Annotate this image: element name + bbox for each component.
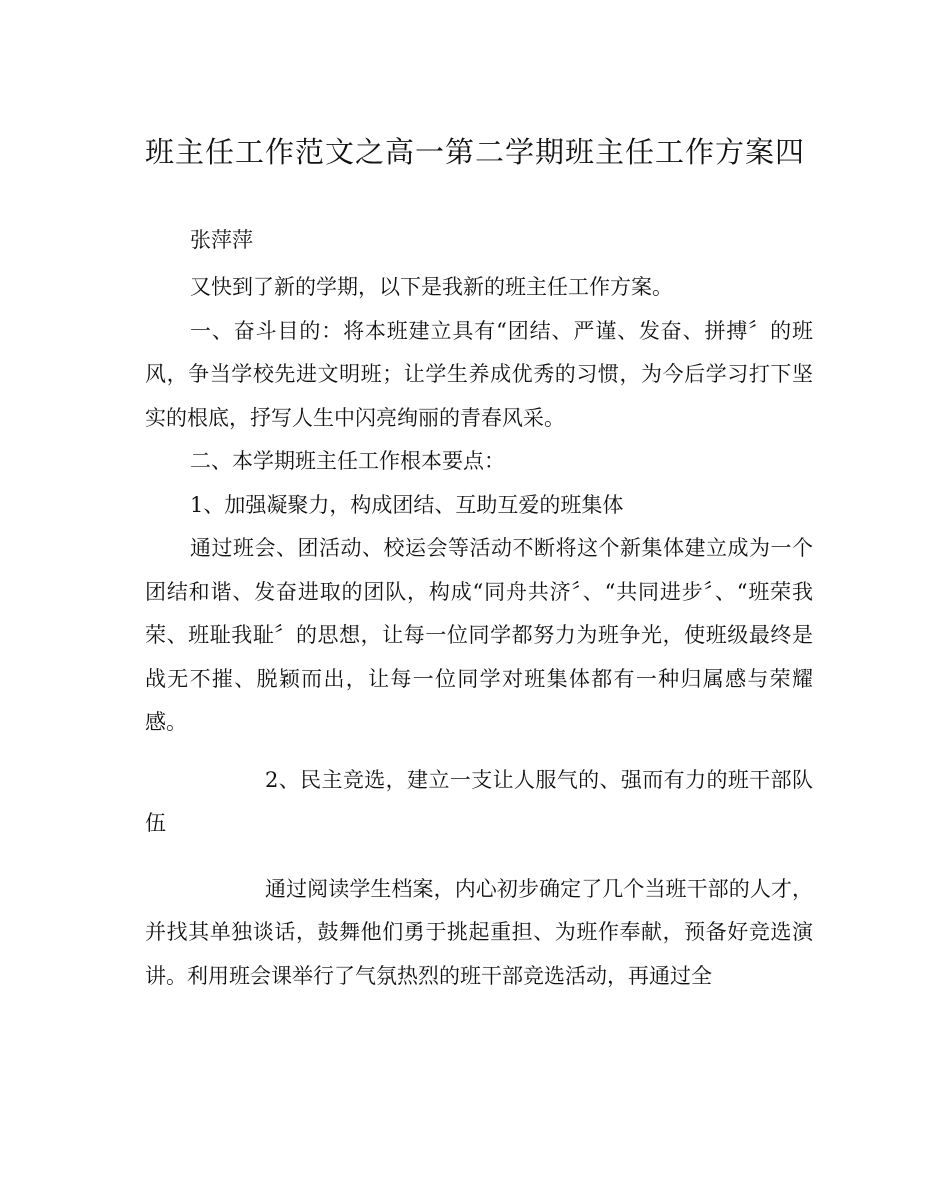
document-body: [145, 266, 813, 998]
paragraph-point-1-body: 通过班会、团活动、校运会等活动不断将这个新集体建立成为一个团结和谐、发奋进取的团队，构成“同舟共济〞、“共同进步〞、“班荣我荣、班耻我耻〞的思想，让每一位同学都努力为班争光，使班级最终是战无不摧、脱颖而出，让每一位同学对班集体都有一种归属感与荣耀感。: [145, 536, 813, 734]
paragraph-point-1-heading: 1、加强凝聚力，构成团结、互助互爱的班集体: [190, 492, 624, 517]
paragraph-section-heading: 二、本学期班主任工作根本要点：: [190, 449, 505, 473]
paragraph-point-2-body: 通过阅读学生档案，内心初步确定了几个当班干部的人才，并找其单独谈话，鼓舞他们勇于挑起重担、为班作奉献，预备好竞选演讲。利用班会课举行了气氛热烈的班干部竞选活动，再通过全: [145, 876, 813, 988]
paragraph-point-2-heading: 2、民主竞选，建立一支让人服气的、强而有力的班干部队伍: [145, 767, 813, 835]
document-author: 张萍萍: [190, 228, 253, 252]
document-title: 班主任工作范文之高一第二学期班主任工作方案四: [144, 135, 805, 169]
paragraph-intro: 又快到了新的学期，以下是我新的班主任工作方案。: [190, 275, 673, 299]
paragraph-goal: 一、奋斗目的：将本班建立具有“团结、严谨、发奋、拼搏〞的班风，争当学校先进文明班；让学生养成优秀的习惯，为今后学习打下坚实的根底，抒写人生中闪亮绚丽的青春风采。: [145, 318, 813, 430]
